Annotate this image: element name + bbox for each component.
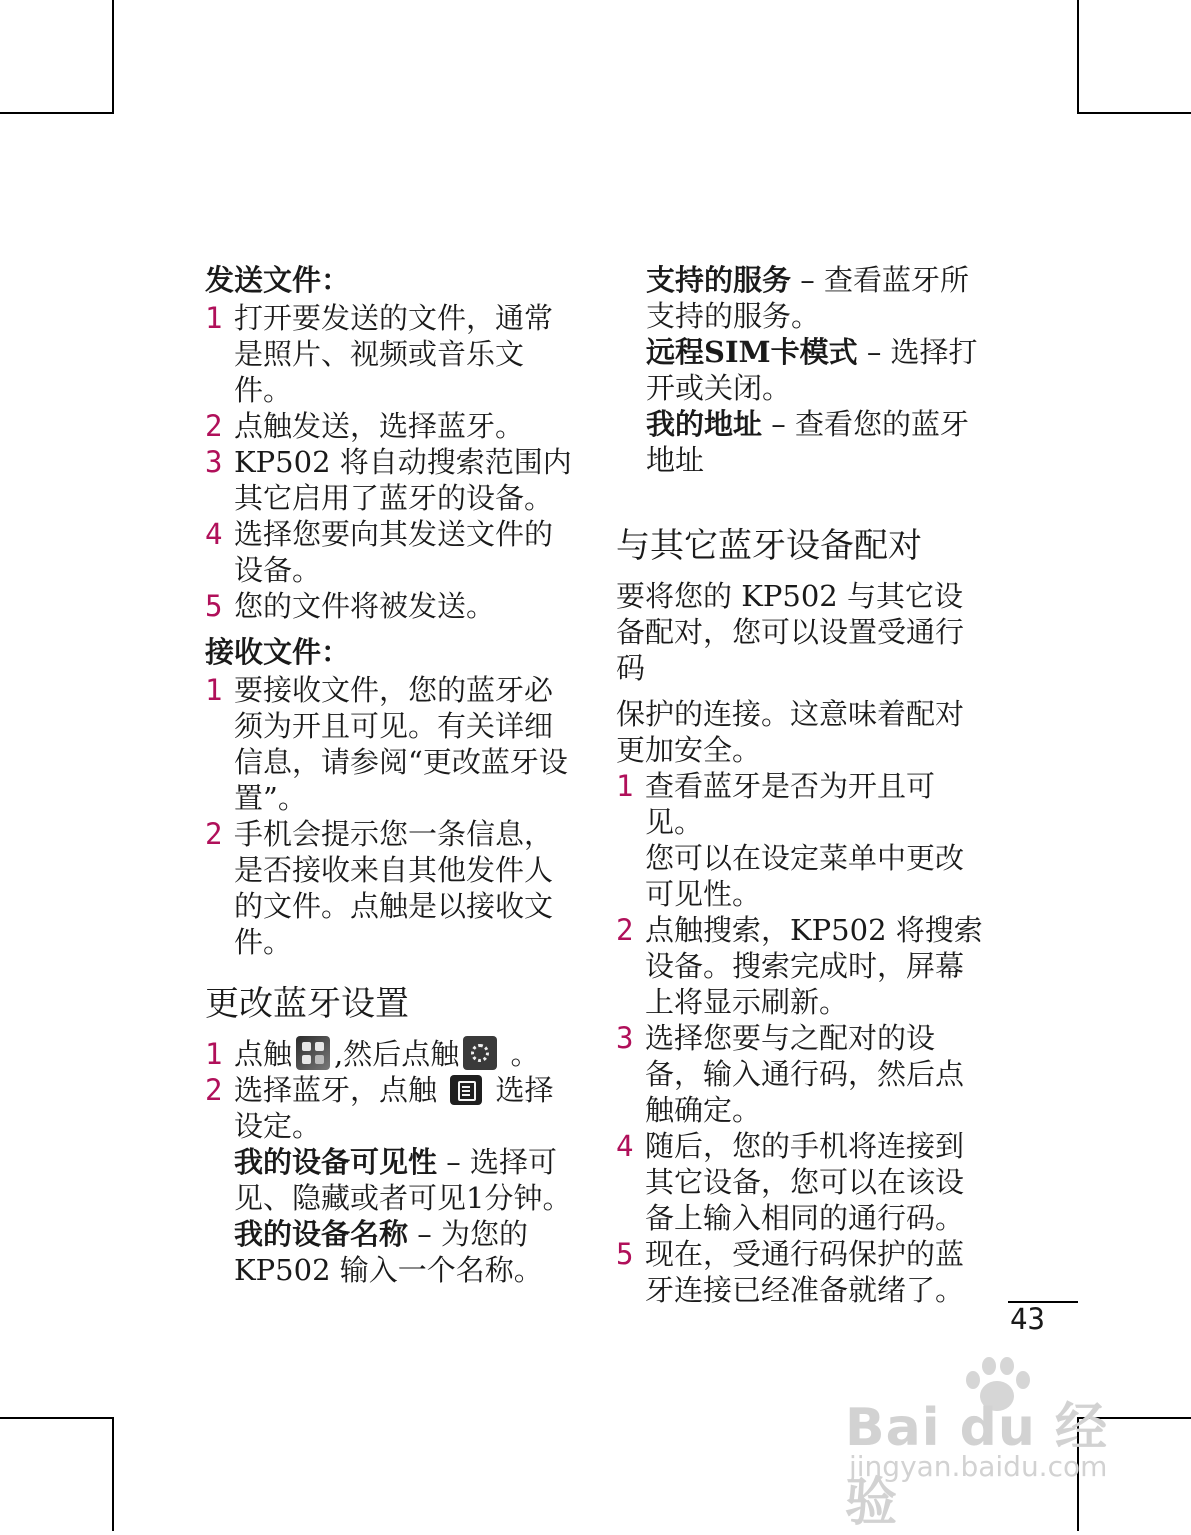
list-item xyxy=(205,672,575,816)
step-text: 打开要发送的文件，通常是照片、视频或音乐文件。 xyxy=(234,301,554,407)
step-number: 2 xyxy=(205,1073,223,1107)
settings-options xyxy=(205,1144,575,1288)
option-text: – 选择可见、隐藏或者可见1分钟。 xyxy=(234,1145,572,1215)
list-item xyxy=(205,300,575,408)
option-item xyxy=(234,1144,575,1216)
step-text: ,然后点触 xyxy=(334,1037,460,1071)
step-number: 3 xyxy=(616,1021,634,1055)
step-number: 1 xyxy=(205,1037,223,1071)
page-number: 43 xyxy=(1010,1302,1045,1336)
settings-gear-icon xyxy=(463,1036,497,1070)
options-icon xyxy=(450,1075,482,1105)
step-number: 3 xyxy=(205,445,223,479)
step-number: 4 xyxy=(205,517,223,551)
left-column xyxy=(205,262,575,1288)
step-number: 1 xyxy=(205,673,223,707)
crop-mark xyxy=(112,1417,114,1531)
step-text: 点触发送，选择蓝牙。 xyxy=(234,409,525,443)
pair-intro-text: 保护的连接。这意味着配对更加安全。 xyxy=(616,697,965,767)
crop-mark xyxy=(1077,0,1079,114)
pair-intro xyxy=(616,578,991,686)
step-number: 1 xyxy=(616,769,634,803)
step-text: 点触搜索，KP502 将搜索设备。搜索完成时，屏幕上将显示刷新。 xyxy=(645,913,983,1019)
menu-grid-icon xyxy=(296,1036,330,1070)
option-label: 我的设备名称 xyxy=(234,1217,409,1251)
list-item xyxy=(205,816,575,960)
option-label: 我的设备可见性 xyxy=(234,1145,438,1179)
step-number: 1 xyxy=(205,301,223,335)
step-text: 手机会提示您一条信息，是否接收来自其他发件人的文件。点触是以接收文件。 xyxy=(234,817,554,959)
option-item xyxy=(646,262,991,334)
option-item xyxy=(646,334,991,406)
baidu-watermark xyxy=(845,1355,1125,1533)
list-item xyxy=(205,1072,575,1144)
list-item xyxy=(616,1020,991,1128)
step-note: 您可以在设定菜单中更改可见性。 xyxy=(645,841,965,911)
settings-options-continued xyxy=(616,262,991,478)
option-text: – 查看蓝牙所支持的服务。 xyxy=(646,263,969,333)
step-text: 您的文件将被发送。 xyxy=(234,589,496,623)
option-text: – 查看您的蓝牙地址 xyxy=(646,407,969,477)
receive-files-heading: 接收文件： xyxy=(205,635,351,669)
step-text: 选择蓝牙，点触 xyxy=(234,1073,438,1107)
step-text: KP502 将自动搜索范围内其它启用了蓝牙的设备。 xyxy=(234,445,572,515)
step-number: 2 xyxy=(205,817,223,851)
crop-mark xyxy=(0,1417,114,1419)
watermark-url: jingyan.baidu.com xyxy=(849,1450,1108,1483)
step-text: 。 xyxy=(510,1037,540,1071)
right-column xyxy=(616,262,991,1308)
send-steps-list xyxy=(205,300,575,624)
list-item xyxy=(616,1236,991,1308)
crop-mark xyxy=(112,0,114,114)
step-text: 点触 xyxy=(234,1037,293,1071)
crop-mark xyxy=(0,112,114,114)
change-bluetooth-settings-heading: 更改蓝牙设置 xyxy=(205,984,409,1024)
list-item xyxy=(205,408,575,444)
list-item xyxy=(205,1036,575,1072)
option-item xyxy=(234,1216,575,1288)
option-label: 我的地址 xyxy=(646,407,763,441)
list-item xyxy=(616,1128,991,1236)
step-text: 随后，您的手机将连接到其它设备，您可以在该设备上输入相同的通行码。 xyxy=(645,1129,965,1235)
send-files-heading: 发送文件： xyxy=(205,263,351,297)
pair-intro-continued xyxy=(616,696,991,768)
list-item xyxy=(205,444,575,516)
watermark-brand: Bai du 经验 xyxy=(845,1398,1108,1533)
step-number: 4 xyxy=(616,1129,634,1163)
option-text: – 为您的 KP502 输入一个名称。 xyxy=(234,1217,543,1287)
step-text: 选择您要与之配对的设备，输入通行码，然后点触确定。 xyxy=(645,1021,965,1127)
crop-mark xyxy=(1077,112,1191,114)
step-text: 查看蓝牙是否为开且可见。 xyxy=(645,769,936,839)
option-label: 远程SIM卡模式 xyxy=(646,335,858,369)
step-number: 5 xyxy=(616,1237,634,1271)
step-text: 要接收文件，您的蓝牙必须为开且可见。有关详细信息，请参阅“更改蓝牙设置”。 xyxy=(234,673,568,815)
pair-intro-text: 要将您的 KP502 与其它设备配对，您可以设置受通行码 xyxy=(616,579,965,685)
receive-steps-list xyxy=(205,672,575,960)
step-number: 5 xyxy=(205,589,223,623)
step-text: 选择设定。 xyxy=(234,1073,554,1143)
option-item xyxy=(646,406,991,478)
list-item xyxy=(616,768,991,840)
option-label: 支持的服务 xyxy=(646,263,792,297)
step-text: 现在，受通行码保护的蓝牙连接已经准备就绪了。 xyxy=(645,1237,965,1307)
list-item xyxy=(205,516,575,588)
pair-devices-heading: 与其它蓝牙设备配对 xyxy=(616,526,922,566)
list-item xyxy=(616,912,991,1020)
step-number: 2 xyxy=(205,409,223,443)
step-text: 选择您要向其发送文件的设备。 xyxy=(234,517,554,587)
pair-steps-list xyxy=(616,768,991,1308)
step-number: 2 xyxy=(616,913,634,947)
list-item xyxy=(205,588,575,624)
option-text: – 选择打开或关闭。 xyxy=(646,335,978,405)
